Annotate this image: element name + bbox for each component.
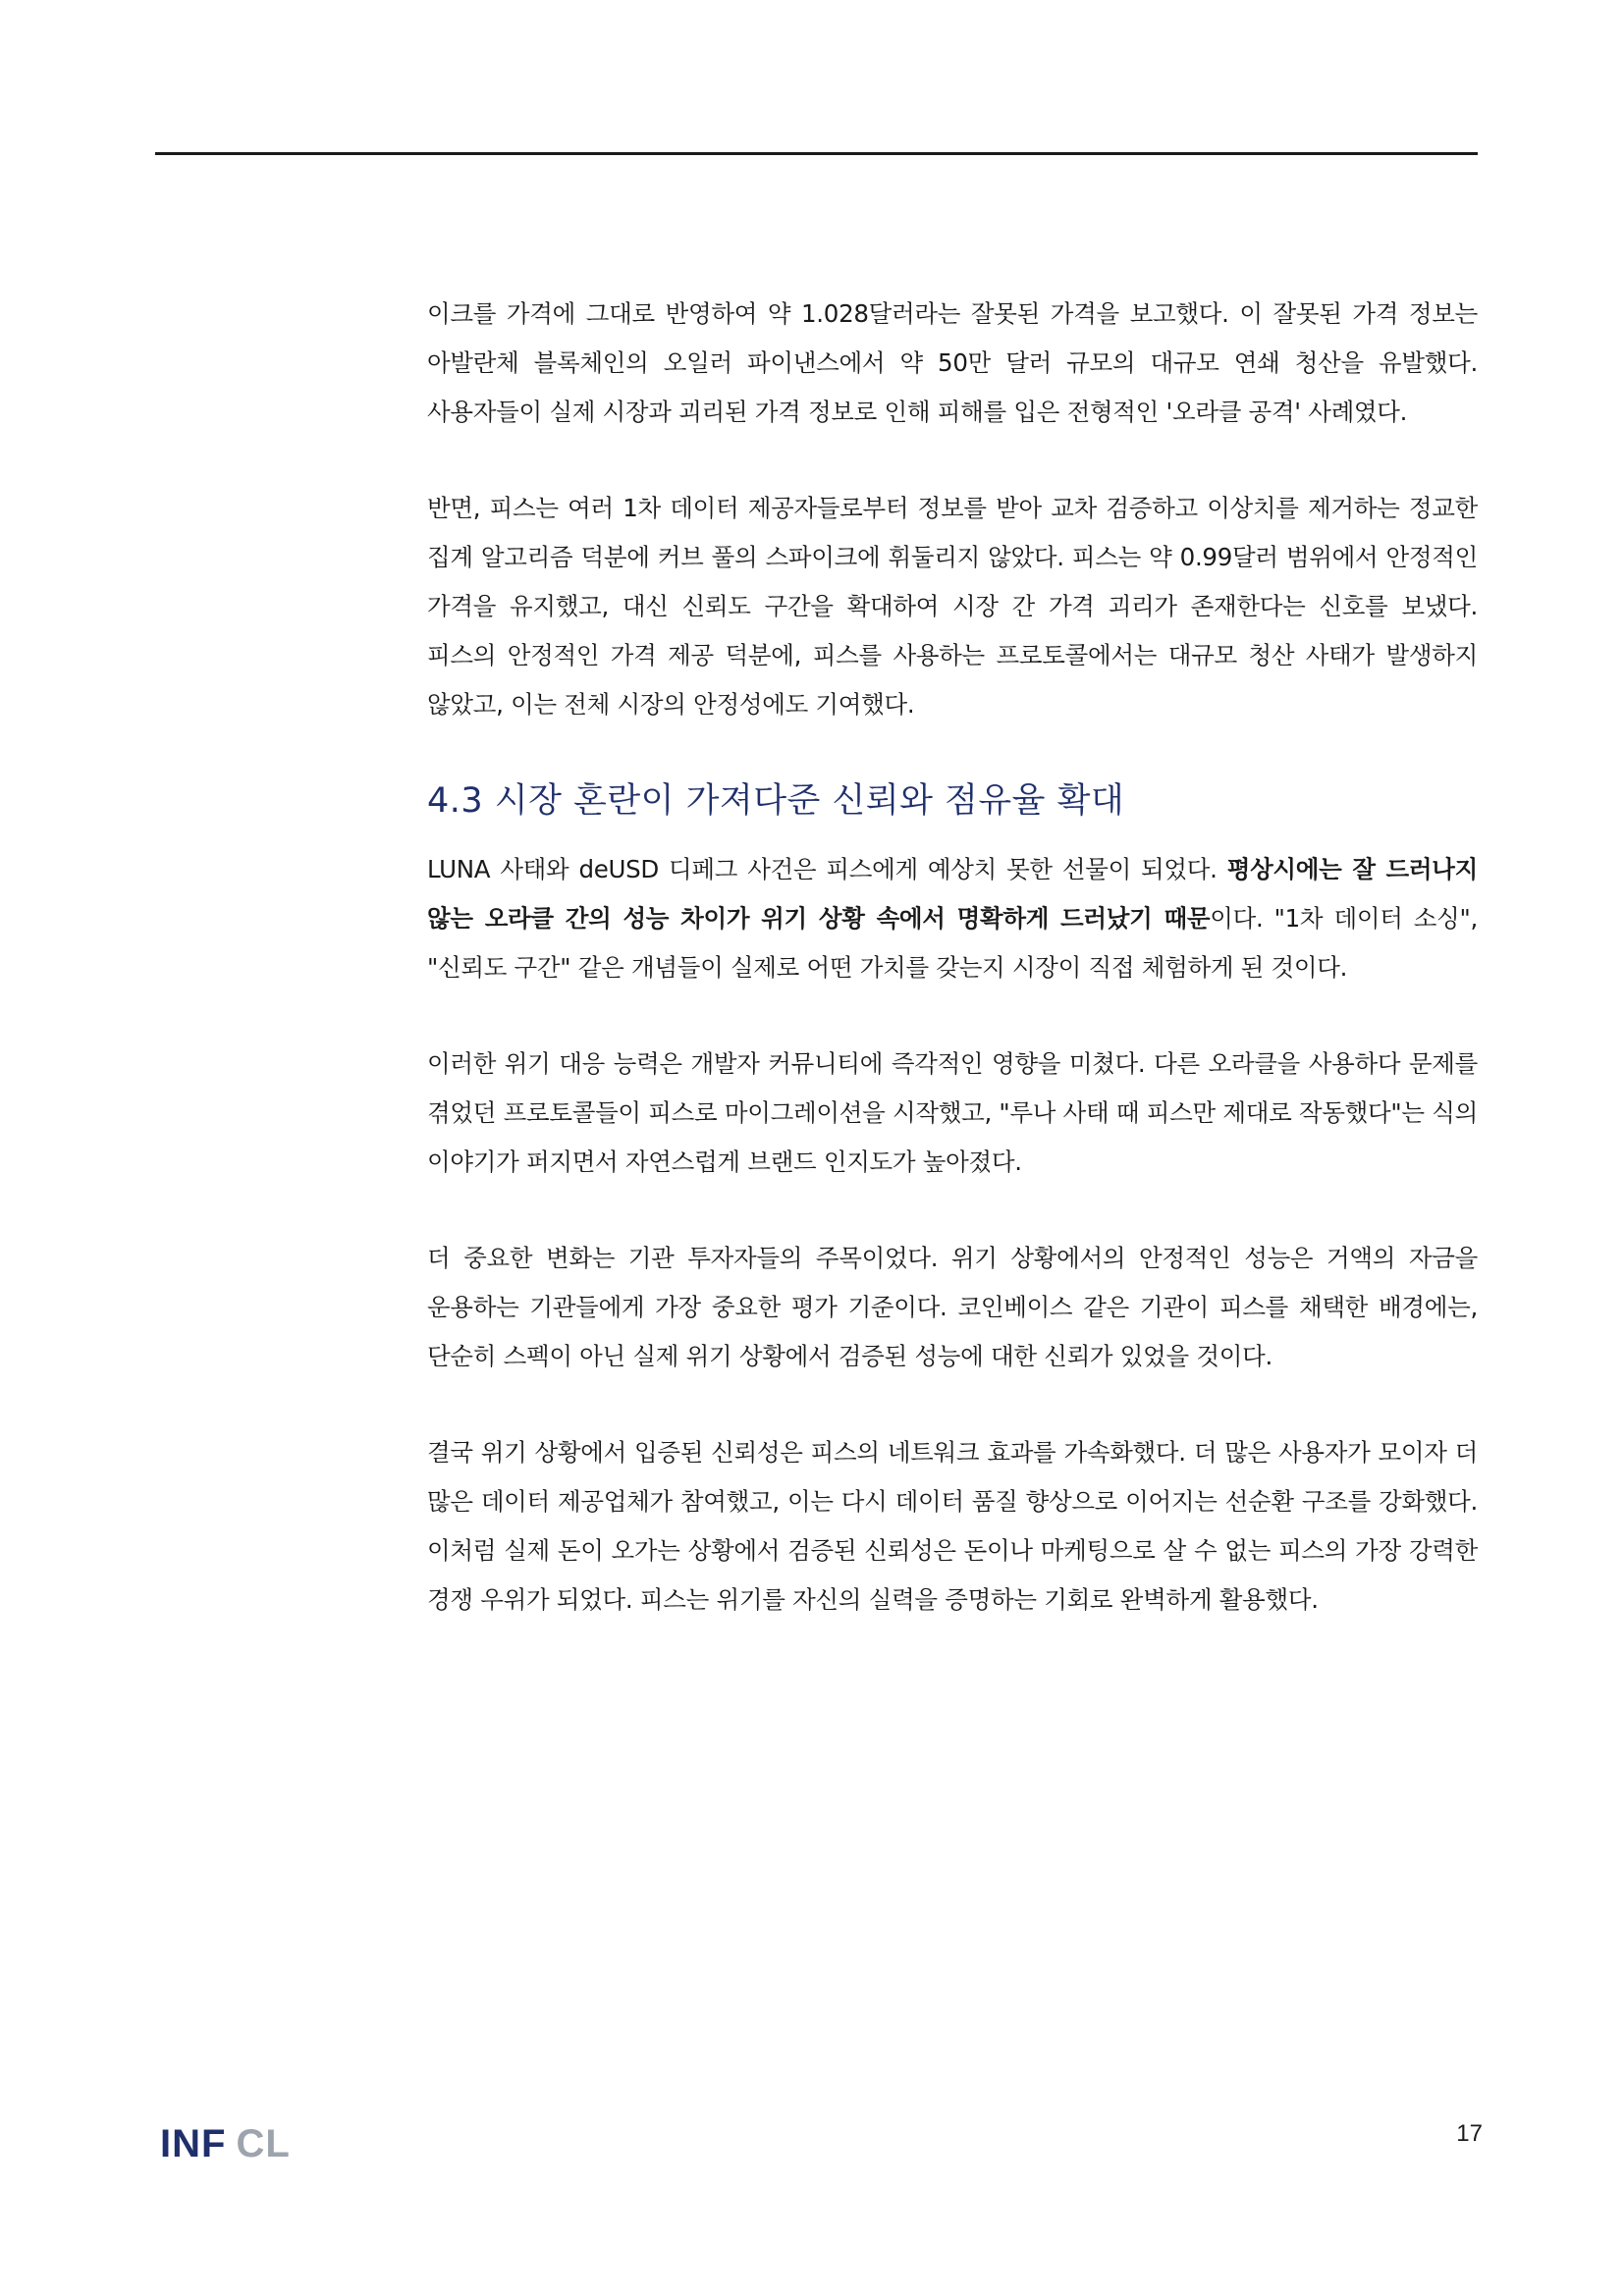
paragraph-1: 이크를 가격에 그대로 반영하여 약 1.028달러라는 잘못된 가격을 보고했다. 이 잘못된 가격 정보는 아발란체 블록체인의 오일러 파이낸스에서 약 50만 달러 규모의 대규모 연쇄 청산을 유발했다. 사용자들이 실제 시장과 괴리된 가격 정보로 인해 피해를 입은 전형적인 '오라클 공격' 사례였다. [427, 299, 1478, 426]
page-content [427, 290, 1478, 1672]
paragraph-3-emphasis: 평상시에는 잘 드러나지 않는 오라클 간의 성능 차이가 위기 상황 속에서 명확하게 드러났기 때문 [427, 855, 1478, 933]
paragraph-3-lead: LUNA 사태와 deUSD 디페그 사건은 피스에게 예상치 못한 선물이 되었다. [427, 855, 1227, 883]
paragraph-5: 더 중요한 변화는 기관 투자자들의 주목이었다. 위기 상황에서의 안정적인 성능은 거액의 자금을 운용하는 기관들에게 가장 중요한 평가 기준이다. 코인베이스 같은 기관이 피스를 채택한 배경에는, 단순히 스펙이 아닌 실제 위기 상황에서 검증된 성능에 대한 신뢰가 있었을 것이다. [427, 1244, 1478, 1370]
paragraph-3-tail: 이다. "1차 데이터 소싱", "신뢰도 구간" 같은 개념들이 실제로 어떤 가치를 갖는지 시장이 직접 체험하게 된 것이다. [427, 904, 1479, 982]
logo-text-secondary: CL [236, 2122, 291, 2165]
paragraph-6: 결국 위기 상황에서 입증된 신뢰성은 피스의 네트워크 효과를 가속화했다. 더 많은 사용자가 모이자 더 많은 데이터 제공업체가 참여했고, 이는 다시 데이터 품질 향상으로 이어지는 선순환 구조를 강화했다. 이처럼 실제 돈이 오가는 상황에서 검증된 신뢰성은 돈이나 마케팅으로 살 수 없는 피스의 가장 강력한 경쟁 우위가 되었다. 피스는 위기를 자신의 실력을 증명하는 기회로 완벽하게 활용했다. [427, 1438, 1478, 1614]
logo-text-primary: INF [160, 2122, 227, 2165]
brand-logo [160, 2122, 291, 2166]
header-divider [155, 152, 1478, 155]
paragraph-3 [427, 845, 1478, 992]
section-heading: 4.3 시장 혼란이 가져다준 신뢰와 점유율 확대 [427, 781, 1125, 821]
paragraph-4: 이러한 위기 대응 능력은 개발자 커뮤니티에 즉각적인 영향을 미쳤다. 다른 오라클을 사용하다 문제를 겪었던 프로토콜들이 피스로 마이그레이션을 시작했고, "루나 사태 때 피스만 제대로 작동했다"는 식의 이야기가 퍼지면서 자연스럽게 브랜드 인지도가 높아졌다. [427, 1049, 1478, 1176]
page-number: 17 [1456, 2120, 1483, 2147]
paragraph-2: 반면, 피스는 여러 1차 데이터 제공자들로부터 정보를 받아 교차 검증하고 이상치를 제거하는 정교한 집계 알고리즘 덕분에 커브 풀의 스파이크에 휘둘리지 않았다. 피스는 약 0.99달러 범위에서 안정적인 가격을 유지했고, 대신 신뢰도 구간을 확대하여 시장 간 가격 괴리가 존재한다는 신호를 보냈다. 피스의 안정적인 가격 제공 덕분에, 피스를 사용하는 프로토콜에서는 대규모 청산 사태가 발생하지 않았고, 이는 전체 시장의 안정성에도 기여했다. [427, 494, 1478, 719]
